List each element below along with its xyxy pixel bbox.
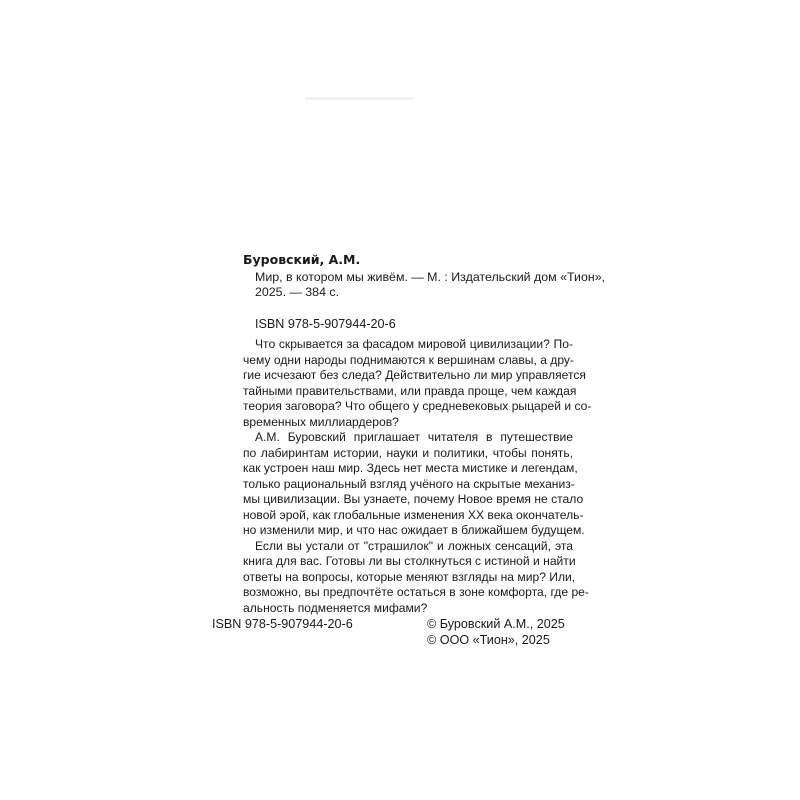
biblio-line: Мир, в котором мы живём. — М. : Издательский дом «Тион», <box>255 270 606 284</box>
catalog-author: Буровский, А.М. <box>243 252 361 267</box>
biblio-line: 2025. — 384 с. <box>255 285 340 299</box>
annotation-line: мы цивилизации. Вы узнаете, почему Новое время не стало <box>243 492 584 506</box>
copyright-block <box>427 616 565 648</box>
annotation-paragraph <box>243 337 592 430</box>
annotation-line: как устроен наш мир. Здесь нет места мистике и легендам, <box>243 461 578 475</box>
footer-isbn: ISBN 978-5-907944-20-6 <box>212 617 353 631</box>
annotation <box>243 337 592 616</box>
faint-printing-mark <box>305 97 413 100</box>
annotation-line: новой эрой, как глобальные изменения XX века окончатель- <box>243 507 584 522</box>
annotation-line: теория заговора? Что общего у средневековых рыцарей и со- <box>243 399 592 413</box>
copyright-publisher: © ООО «Тион», 2025 <box>427 633 550 647</box>
annotation-paragraph <box>243 430 585 539</box>
annotation-line: А.М. Буровский приглашает читателя в путешествие <box>255 430 573 444</box>
annotation-paragraph <box>243 538 589 617</box>
annotation-line: тайными правительствами, или правда проще, чем каждая <box>243 383 577 398</box>
annotation-line: Что скрывается за фасадом мировой цивилизации? По- <box>255 337 573 351</box>
annotation-line: чему одни народы поднимаются к вершинам славы, а дру- <box>243 352 575 367</box>
annotation-line: ответы на вопросы, которые меняют взгляды на мир? Или, <box>243 569 576 584</box>
copyright-author: © Буровский А.М., 2025 <box>427 617 565 631</box>
annotation-line: Если вы устали от "страшилок" и ложных сенсаций, эта <box>255 538 573 553</box>
annotation-line: временных миллиардеров? <box>243 414 399 429</box>
annotation-line: альность подменяется мифами? <box>243 600 428 615</box>
annotation-line: возможно, вы предпочтёте остаться в зоне комфорта, где ре- <box>243 585 589 599</box>
catalog-bibliographic-description <box>255 270 606 300</box>
annotation-line: гие исчезают без следа? Действительно ли мир управляется <box>243 368 586 382</box>
annotation-line: только рациональный взгляд учёного на скрытые механиз- <box>243 476 575 491</box>
annotation-line: но изменили мир, и что нас ожидает в ближайшем будущем. <box>243 523 585 537</box>
annotation-line: по лабиринтам истории, науки и политики, чтобы понять, <box>243 445 573 460</box>
annotation-line: книга для вас. Готовы ли вы столкнуться с истиной и найти <box>243 554 576 568</box>
catalog-isbn: ISBN 978-5-907944-20-6 <box>255 317 396 331</box>
catalog-record <box>243 252 606 332</box>
